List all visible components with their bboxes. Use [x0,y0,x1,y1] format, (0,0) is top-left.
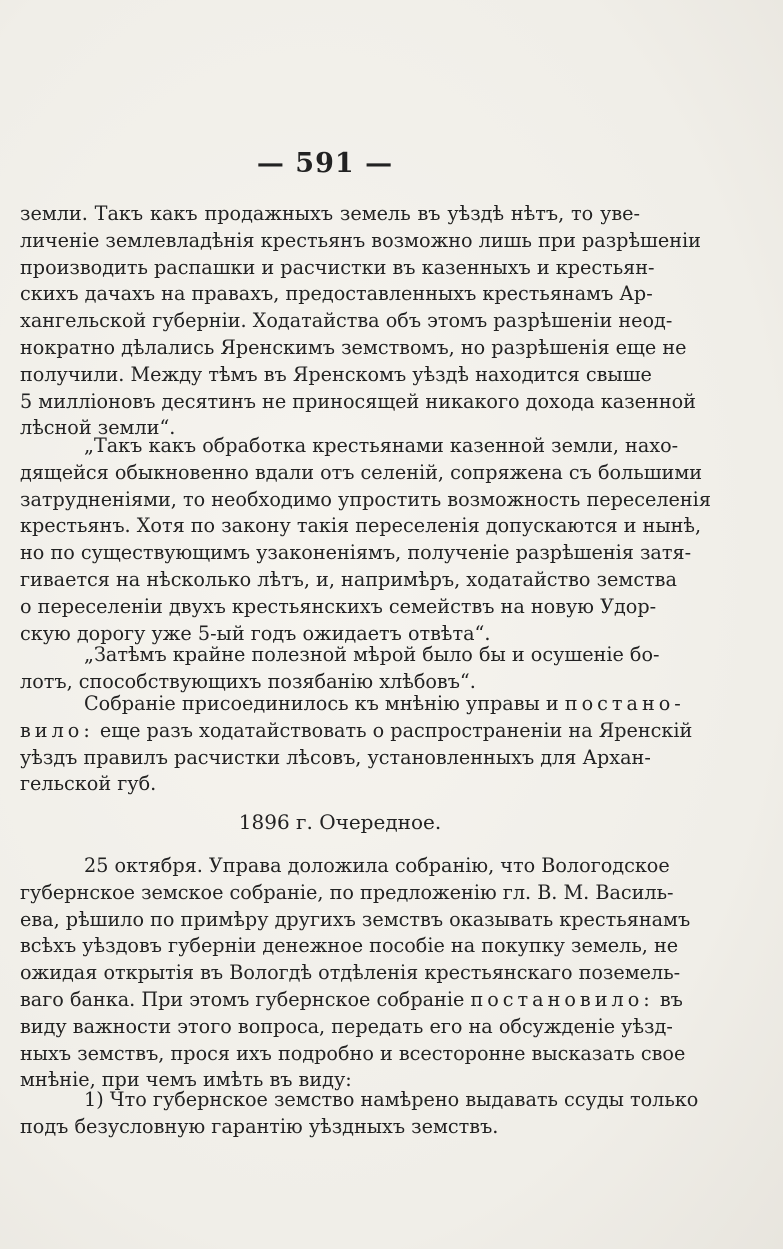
text-line: крестьянъ. Хотя по закону такія переселенія допускаются и нынѣ, [20,514,702,538]
text-line: о переселеніи двухъ крестьянскихъ семействъ на новую Удор- [20,594,657,618]
text-line: гивается на нѣсколько лѣтъ, и, напримѣръ, ходатайство земства [20,567,677,591]
paragraph-4 [20,691,693,798]
paragraph-2 [20,433,711,647]
text-line [20,718,693,745]
text-line: гельской губ. [20,772,157,796]
text-line [20,987,683,1014]
text-line: земли. Такъ какъ продажныхъ земель въ уѣздѣ нѣтъ, то уве- [20,202,640,225]
text-run: Собраніе присоединилось къ мнѣнію управы и [84,692,559,715]
text-line: затрудненіями, то необходимо упростить возможность переселенія [20,487,711,511]
text-line: ныхъ земствъ, прося ихъ подробно и всесторонне высказать свое [20,1041,686,1065]
text-line: дящейся обыкновенно вдали отъ селеній, сопряжена съ большими [20,460,703,484]
text-line: 5 милліоновъ десятинъ не приносящей никакого дохода казенной [20,389,696,413]
text-line: скихъ дачахъ на правахъ, предоставленныхъ крестьянамъ Ар- [20,282,653,306]
spaced-text: постано- [564,692,685,715]
text-line: мнѣніе, при чемъ имѣть въ виду: [20,1068,352,1092]
page-number: — 591 — [256,148,394,179]
paragraph-5 [20,853,691,1094]
text-line: 1) Что губернское земство намѣрено выдавать ссуды только [84,1088,699,1111]
text-line: ева, рѣшило по примѣру другихъ земствъ оказывать крестьянамъ [20,907,691,931]
text-line [20,691,685,718]
text-line: „Такъ какъ обработка крестьянами казенной земли, нахо- [84,434,679,457]
section-heading: 1896 г. Очередное. [238,810,442,834]
text-line: уѣздъ правилъ расчистки лѣсовъ, установленныхъ для Архан- [20,745,651,769]
text-line: нократно дѣлались Яренскимъ земствомъ, но разрѣшенія еще не [20,335,687,359]
text-line: подъ безусловную гарантію уѣздныхъ земствъ. [20,1114,499,1138]
paragraph-6 [20,1087,699,1141]
text-line: хангельской губерніи. Ходатайства объ этомъ разрѣшеніи неод- [20,309,673,333]
text-line: 25 октября. Управа доложила собранію, что Вологодское [84,854,670,877]
spaced-text: постановило: [470,987,654,1011]
spaced-text: вило: [20,718,94,742]
text-line: ожидая открытія въ Вологдѣ отдѣленія крестьянскаго поземель- [20,961,681,985]
text-line: губернское земское собраніе, по предложенію гл. В. М. Василь- [20,880,674,904]
paragraph-3 [20,642,660,696]
text-run: въ [659,987,683,1011]
text-line: всѣхъ уѣздовъ губерніи денежное пособіе на покупку земель, не [20,934,679,958]
text-line: лотъ, способствующихъ позябанію хлѣбовъ“. [20,669,476,693]
text-line: скую дорогу уже 5-ый годъ ожидаетъ отвѣта“. [20,621,491,645]
text-line: лѣсной земли“. [20,416,176,440]
text-run: еще разъ ходатайствовать о распространеніи на Яренскій [99,718,693,742]
text-line: личеніе землевладѣнія крестьянъ возможно лишь при разрѣшеніи [20,228,701,252]
text-line: виду важности этого вопроса, передать его на обсужденіе уѣзд- [20,1014,673,1038]
text-run: ваго банка. При этомъ губернское собраніе [20,987,465,1011]
text-line: производить распашки и расчистки въ казенныхъ и крестьян- [20,255,655,279]
paragraph-1 [20,201,701,442]
text-line: „Затѣмъ крайне полезной мѣрой было бы и осушеніе бо- [84,643,660,666]
text-line: но по существующимъ узаконеніямъ, полученіе разрѣшенія затя- [20,541,692,565]
text-line: получили. Между тѣмъ въ Яренскомъ уѣздѣ находится свыше [20,362,652,386]
